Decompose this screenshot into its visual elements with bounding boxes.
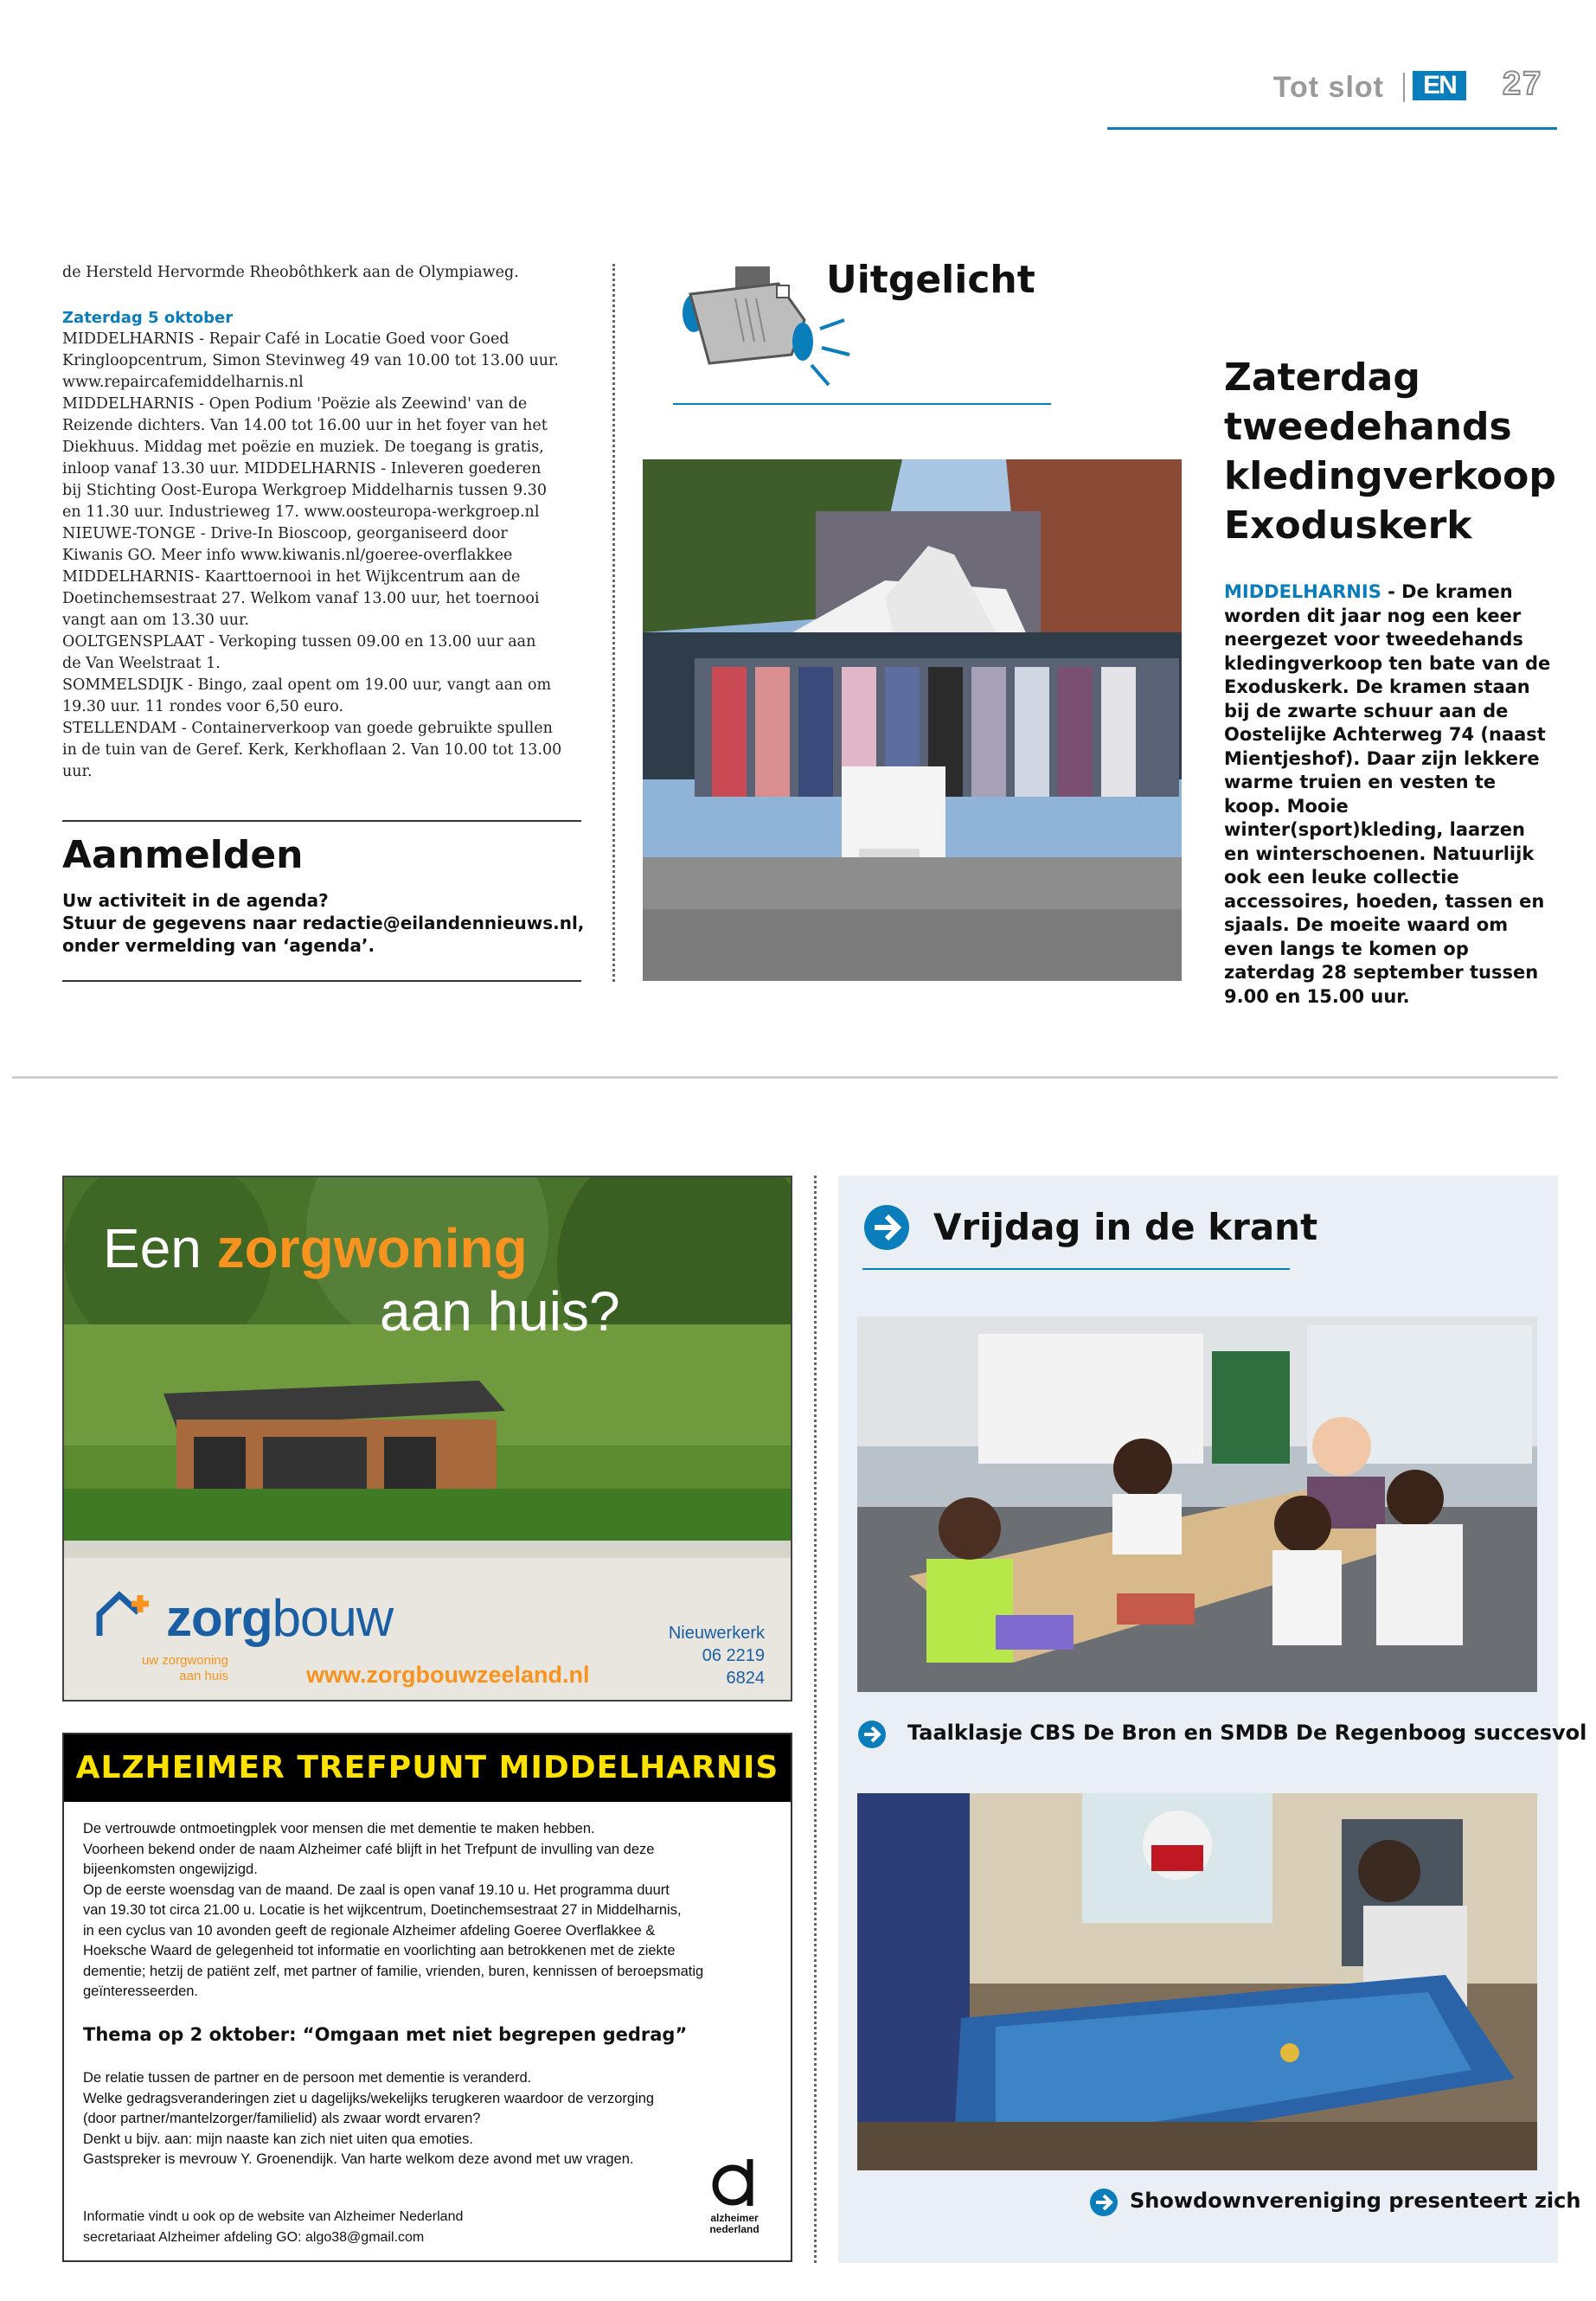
- article-title-line: Exoduskerk: [1224, 503, 1472, 548]
- agenda-line: www.repaircafemiddelharnis.nl: [62, 374, 304, 391]
- aanmelden-text: [62, 889, 590, 957]
- zorg-headline-2: aan huis?: [380, 1280, 620, 1343]
- agenda-line: SOMMELSDIJK - Bingo, zaal opent om 19.00 uur, vangt aan om: [62, 676, 552, 694]
- agenda-line: Doetinchemsestraat 27. Welkom vanaf 13.00 uur, het toernooi: [62, 590, 540, 607]
- agenda-line: inloop vanaf 13.30 uur. MIDDELHARNIS - Inleveren goederen: [62, 460, 542, 478]
- alzheimer-body-line: geïnteresseerden.: [83, 1984, 199, 1999]
- alzheimer-body-line: van 19.30 tot circa 21.00 u. Locatie is het wijkcentrum, Doetinchemsestraat 27 in Middelharnis,: [83, 1902, 682, 1918]
- alzheimer-body-line: Voorheen bekend onder de naam Alzheimer café blijft in het Trefpunt de invulling van deze: [83, 1841, 655, 1857]
- alzheimer-body: [83, 1819, 766, 2003]
- alzheimer-body-line: in een cyclus van 10 avonden geeft de regionale Alzheimer afdeling Goeree Overflakkee &: [83, 1922, 656, 1939]
- alzheimer-title: ALZHEIMER TREFPUNT MIDDELHARNIS: [64, 1734, 791, 1802]
- agenda-line: uur.: [62, 763, 93, 780]
- alzheimer-logo-line2: nederland: [709, 2223, 760, 2235]
- header-rule: [1107, 127, 1557, 130]
- aanmelden-line: Stuur de gegevens naar redactie@eilandennieuws.nl,: [62, 913, 585, 933]
- alzheimer-a-icon: [708, 2156, 760, 2209]
- agenda-line: Reizende dichters. Van 14.00 tot 16.00 uur in het foyer van het: [62, 417, 548, 434]
- zorg-tagline-1: uw zorgwoning: [141, 1653, 228, 1668]
- page-number: 27: [1503, 66, 1543, 102]
- caption-showdown[interactable]: Showdownvereniging presenteert zich: [1130, 2189, 1581, 2213]
- agenda-line: in de tuin van de Geref. Kerk, Kerkhoflaan 2. Van 10.00 tot 13.00: [62, 741, 562, 759]
- agenda-lines: [62, 329, 581, 783]
- article-text: - De kramen worden dit jaar nog een keer neergezet voor tweedehands kledingverkoop ten bate van de Exoduskerk. De kramen staan bij de zwarte schuur aan de Oostelijke Achterweg 74 (naast Mientjeshof). Daar zijn lekkere warme truien en vesten te koop. Mooie winter(sport)kleding, laarzen en winterschoenen. Natuurlijk ook een leuke collectie accessoires, hoeden, tassen en sjaals. De moeite waard om even langs te komen op zaterdag 28 september tussen 9.00 en 15.00 uur.: [1224, 581, 1551, 1007]
- alzheimer-logo-line1: alzheimer: [710, 2212, 759, 2224]
- vrijdag-panel: [838, 1176, 1587, 2263]
- agenda-line: MIDDELHARNIS - Open Podium 'Poëzie als Zeewind' van de: [62, 395, 528, 413]
- alzheimer-body2-line: Denkt u bijv. aan: mijn naaste kan zich niet uiten qua emoties.: [83, 2131, 473, 2147]
- logo-light: bouw: [272, 1589, 394, 1647]
- aanmelden-line: onder vermelding van ‘agenda’.: [62, 935, 375, 956]
- showdown-photo: [857, 1793, 1537, 2170]
- alzheimer-footer: [83, 2207, 602, 2248]
- aanmelden-top-rule: [62, 820, 581, 822]
- alzheimer-theme: Thema op 2 oktober: “Omgaan met niet begrepen gedrag”: [83, 2024, 688, 2045]
- column-divider-2: [814, 1176, 817, 2263]
- zorg-headline-1: [103, 1216, 528, 1280]
- alzheimer-nederland-logo: [704, 2156, 765, 2235]
- agenda-date: Zaterdag 5 oktober: [62, 309, 234, 327]
- article-place: MIDDELHARNIS: [1224, 581, 1381, 602]
- agenda-line: Kringloopcentrum, Simon Stevinweg 49 van 10.00 tot 13.00 uur.: [62, 352, 559, 369]
- alzheimer-body2-line: Gastspreker is mevrouw Y. Groenendijk. Van harte welkom deze avond met uw vragen.: [83, 2151, 634, 2167]
- house-plus-logo-icon: [95, 1588, 156, 1640]
- alzheimer-body2-line: De relatie tussen de partner en de persoon met dementie is veranderd.: [83, 2070, 532, 2086]
- caption-taalklasje[interactable]: Taalklasje CBS De Bron en SMDB De Regenboog succesvol: [907, 1721, 1587, 1745]
- agenda-line: en 11.30 uur. Industrieweg 17. www.oosteuropa-werkgroep.nl: [62, 503, 540, 521]
- zorg-phone: 06 2219 6824: [702, 1646, 765, 1688]
- agenda-line: STELLENDAM - Containerverkoop van goede gebruikte spullen: [62, 720, 553, 737]
- agenda-intro: de Hersteld Hervormde Rheobôthkerk aan de Olympiaweg.: [62, 264, 519, 281]
- zorgbouw-advert: [62, 1176, 792, 1702]
- aanmelden-line: Uw activiteit in de agenda?: [62, 890, 329, 911]
- zorg-tagline-2: aan huis: [179, 1669, 228, 1683]
- section-label: Tot slot: [1272, 71, 1384, 104]
- page-divider: [12, 1076, 1558, 1079]
- zorg-headline-highlight: zorgwoning: [216, 1217, 528, 1279]
- agenda-line: de Van Weelstraat 1.: [62, 655, 221, 672]
- alzheimer-footer-line: secretariaat Alzheimer afdeling GO: algo38@gmail.com: [83, 2230, 425, 2245]
- alzheimer-body-line: Hoeksche Waard de gelegenheid tot informatie en voorlichting aan betrokkenen met de ziekte: [83, 1943, 676, 1958]
- aanmelden-bottom-rule: [62, 980, 581, 982]
- agenda-line: Kiwanis GO. Meer info www.kiwanis.nl/goeree-overflakkee: [62, 547, 513, 564]
- agenda-line: NIEUWE-TONGE - Drive-In Bioscoop, georganiseerd door: [62, 525, 508, 542]
- logo-bold: zorg: [166, 1589, 272, 1647]
- agenda-line: Diekhuus. Middag met poëzie en muziek. De toegang is gratis,: [62, 439, 544, 456]
- article-title-line: Zaterdag: [1224, 356, 1420, 400]
- alzheimer-advert: [62, 1733, 792, 2262]
- alzheimer-body-line: bijeenkomsten ongewijzigd.: [83, 1862, 258, 1877]
- header-separator: [1403, 73, 1405, 102]
- zorg-contact: [661, 1622, 765, 1689]
- classroom-photo: [857, 1317, 1537, 1692]
- zorg-tagline: [133, 1653, 228, 1684]
- agenda-line: MIDDELHARNIS- Kaarttoernooi in het Wijkcentrum aan de: [62, 568, 521, 586]
- zorgbouw-logo: [166, 1588, 393, 1648]
- agenda-line: vangt aan om 13.30 uur.: [62, 612, 249, 629]
- agenda-line: OOLTGENSPLAAT - Verkoping tussen 09.00 en 13.00 uur aan: [62, 633, 536, 651]
- vrijdag-title: Vrijdag in de krant: [933, 1206, 1318, 1248]
- agenda-line: MIDDELHARNIS - Repair Café in Locatie Goed voor Goed: [62, 330, 510, 348]
- article-title-line: kledingverkoop: [1224, 454, 1556, 498]
- agenda-column: [62, 262, 581, 783]
- alzheimer-body-line: Op de eerste woensdag van de maand. De zaal is open vanaf 19.10 u. Het programma duurt: [83, 1881, 670, 1898]
- uitgelicht-rule: [673, 403, 1051, 405]
- article-body: [1224, 580, 1553, 1009]
- alzheimer-body2-line: Welke gedragsveranderingen ziet u dagelijks/wekelijks terugkeren waardoor de verzorging: [83, 2090, 655, 2106]
- alzheimer-body2: [83, 2068, 766, 2170]
- agenda-line: 19.30 uur. 11 rondes voor 6,50 euro.: [62, 698, 344, 715]
- agenda-line: bij Stichting Oost-Europa Werkgroep Middelharnis tussen 9.30: [62, 482, 547, 499]
- aanmelden-title: Aanmelden: [62, 833, 304, 877]
- uitgelicht-label: Uitgelicht: [826, 258, 1035, 302]
- article-title-line: tweedehands: [1224, 405, 1512, 449]
- alzheimer-body-line: dementie; hetzij de patiënt zelf, met partner of familie, vrienden, buren, kennissen of beroepsmatig: [83, 1963, 704, 1979]
- clothing-sale-photo: [643, 459, 1182, 981]
- vrijdag-rule: [862, 1268, 1290, 1270]
- zorg-city: Nieuwerkerk: [668, 1624, 765, 1643]
- zorg-headline-plain: Een: [103, 1217, 217, 1279]
- alzheimer-footer-line: Informatie vindt u ook op de website van Alzheimer Nederland: [83, 2209, 464, 2224]
- column-divider: [612, 264, 615, 982]
- alzheimer-body-line: De vertrouwde ontmoetingplek voor mensen die met dementie te maken hebben.: [83, 1821, 595, 1836]
- article-title: [1224, 353, 1570, 550]
- arrow-right-icon: [1089, 2188, 1118, 2217]
- arrow-right-icon: [862, 1203, 911, 1252]
- arrow-right-icon: [857, 1720, 887, 1749]
- alzheimer-body2-line: (door partner/mantelzorger/familielid) als zwaar wordt ervaren?: [83, 2111, 481, 2126]
- zorg-url[interactable]: www.zorgbouwzeeland.nl: [306, 1662, 590, 1688]
- en-logo: EN: [1413, 71, 1466, 100]
